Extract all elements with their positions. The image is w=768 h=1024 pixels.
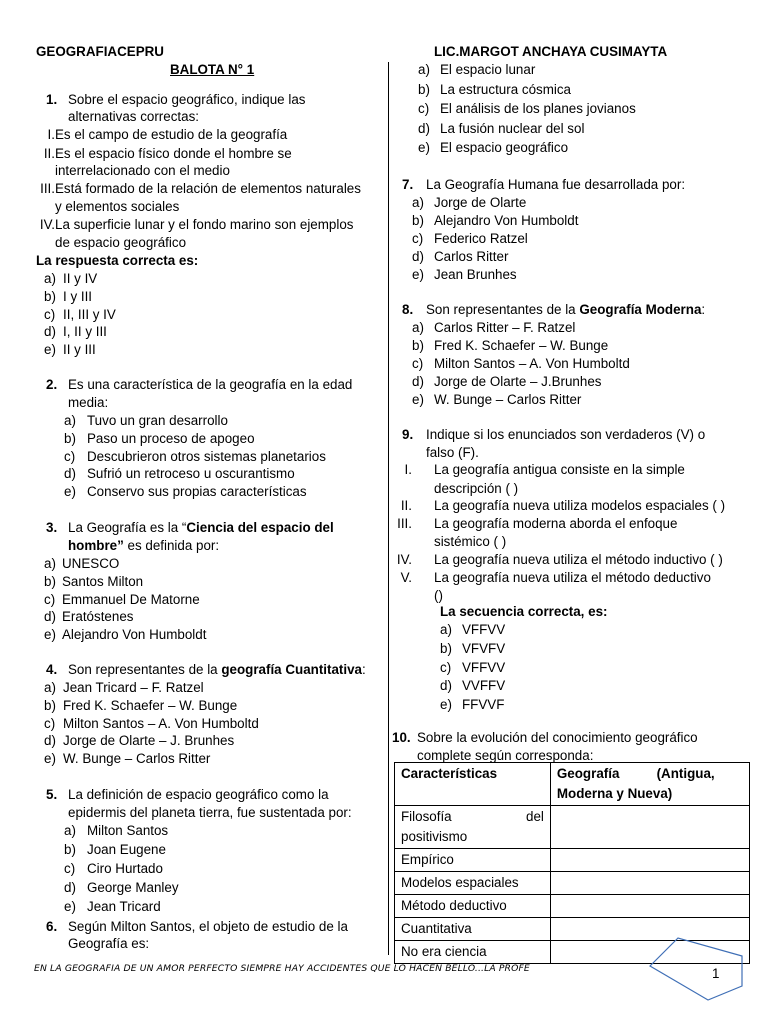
q5-option-text: George Manley — [87, 880, 179, 895]
table-cell-characteristic — [395, 806, 551, 849]
table-cell-characteristic: Cuantitativa — [395, 918, 551, 941]
table-cell-answer[interactable] — [550, 895, 749, 918]
q8-option-text: Fred K. Schaefer – W. Bunge — [434, 338, 609, 353]
q1-statement: Es el campo de estudio de la geografía — [55, 127, 288, 142]
q4-option-text: Jorge de Olarte – J. Brunhes — [63, 733, 235, 749]
q1-option-text: II y IV — [63, 271, 98, 286]
page-title: BALOTA N° 1 — [170, 62, 255, 77]
q7-option-label: e) — [412, 267, 424, 282]
q5-number: 5. — [46, 787, 58, 802]
q1-answer-label: La respuesta correcta es: — [36, 253, 199, 268]
q4-option-label: a) — [44, 680, 56, 695]
q4-text-pre: Son representantes de la — [68, 662, 222, 677]
q1-text: Sobre el espacio geográfico, indique las — [68, 92, 306, 107]
q2-option-text: Tuvo un gran desarrollo — [87, 413, 228, 428]
q9-option-label: a) — [440, 622, 452, 637]
q8-option-label: d) — [412, 374, 424, 389]
q8-text-bold: Geografía Moderna — [579, 302, 702, 317]
page-number: 1 — [712, 966, 720, 981]
table-header-geography-line2: Moderna y Nueva) — [556, 786, 673, 801]
table-row — [395, 872, 750, 895]
q7-text: La Geografía Humana fue desarrollada por: — [426, 177, 686, 192]
q5-option-label: b) — [64, 842, 76, 857]
q6-option-text: La fusión nuclear del sol — [440, 120, 585, 136]
q3-option-label: e) — [44, 627, 56, 643]
q2-option-label: d) — [64, 466, 76, 482]
q8-option-text: W. Bunge – Carlos Ritter — [434, 392, 582, 407]
q9-option-text: VFVFV — [462, 640, 506, 656]
q9-statement: sistémico ( ) — [434, 534, 507, 549]
q9-statement-numeral: III. — [397, 516, 412, 531]
table-cell-answer[interactable] — [550, 872, 749, 895]
table-row — [395, 806, 750, 849]
table-cell-characteristic: Empírico — [395, 849, 551, 872]
q8-option-text: Carlos Ritter – F. Ratzel — [434, 320, 576, 335]
q1-option-text: I y III — [63, 288, 93, 304]
q2-option-label: b) — [64, 430, 76, 446]
q9-option-label: d) — [440, 678, 452, 694]
q6-option-label: d) — [418, 120, 430, 136]
q1-option-label: b) — [44, 288, 56, 304]
q5-option-label: d) — [64, 880, 76, 895]
q9-statement: La geografía nueva utiliza el método deductivo — [434, 570, 711, 585]
q10-table — [394, 762, 750, 964]
q4-number: 4. — [46, 662, 58, 677]
q1-statement: La superficie lunar y el fondo marino son ejemplos — [55, 217, 354, 232]
q9-option-text: VFFVV — [462, 622, 506, 637]
q9-statement-numeral: V. — [400, 570, 412, 585]
q5-option-text: Joan Eugene — [87, 842, 166, 857]
q8-text-pre: Son representantes de la — [426, 302, 580, 317]
table-cell-text-cont: positivismo — [401, 829, 468, 844]
q6-text: Según Milton Santos, el objeto de estudio de la — [68, 919, 348, 934]
q5-option-label: c) — [64, 861, 76, 876]
header-left: GEOGRAFIACEPRU — [36, 44, 164, 59]
q4-text-post: : — [362, 662, 366, 677]
q5-option-text: Milton Santos — [87, 823, 169, 838]
q7-option-label: a) — [412, 195, 424, 210]
table-cell-characteristic: Método deductivo — [395, 895, 551, 918]
q2-option-text: Descubrieron otros sistemas planetarios — [87, 448, 326, 464]
table-row — [395, 895, 750, 918]
q6-option-text: El espacio lunar — [440, 62, 536, 77]
q9-option-text: FFVVF — [462, 697, 505, 713]
table-cell-characteristic: Modelos espaciales — [395, 872, 551, 895]
q7-option-text: Jorge de Olarte — [434, 195, 527, 210]
q9-text: Indique si los enunciados son verdaderos (V) o — [426, 427, 706, 442]
q10-text: Sobre la evolución del conocimiento geográfico — [417, 730, 698, 745]
q3-text-bold2: hombre” — [68, 538, 124, 553]
q1-statement: y elementos sociales — [55, 199, 180, 214]
table-cell-answer[interactable] — [550, 849, 749, 872]
q1-option-label: e) — [44, 342, 56, 358]
q9-statement-numeral: IV. — [396, 552, 412, 567]
q6-option-text: El análisis de los planes jovianos — [440, 101, 636, 116]
q6-option-text: La estructura cósmica — [440, 81, 571, 97]
q1-option-label: c) — [44, 306, 56, 322]
q6-number: 6. — [46, 919, 58, 934]
q9-statement: La geografía nueva utiliza modelos espaciales ( ) — [434, 498, 726, 513]
q1-option-text: II y III — [63, 342, 96, 358]
q1-statement-numeral: III. — [40, 181, 55, 196]
q9-statement-numeral: II. — [400, 498, 412, 513]
q6-option-text: El espacio geográfico — [440, 140, 569, 155]
q2-number: 2. — [46, 377, 58, 392]
q3-text-cont — [68, 538, 219, 553]
q5-option-label: a) — [64, 823, 76, 838]
q7-option-label: c) — [412, 231, 424, 246]
q3-number: 3. — [46, 520, 58, 535]
q7-option-label: b) — [412, 213, 424, 228]
q3-option-label: d) — [44, 609, 56, 625]
q10-text-cont: complete según corresponda: — [417, 748, 594, 763]
q1-statement-numeral: IV. — [39, 217, 55, 232]
q6-text-cont: Geografía es: — [68, 936, 150, 951]
q2-text-cont: media: — [68, 395, 109, 410]
q1-option-text: I, II y III — [63, 324, 107, 340]
q9-option-label: b) — [440, 640, 452, 656]
table-header-row — [395, 763, 750, 806]
q1-statement: Está formado de la relación de elementos naturales — [55, 181, 361, 196]
q9-number: 9. — [402, 427, 414, 442]
table-cell-characteristic: No era ciencia — [395, 941, 551, 964]
q4-option-text: Milton Santos – A. Von Humboltd — [63, 715, 259, 731]
q7-option-text: Jean Brunhes — [434, 267, 517, 282]
q8-option-text: Jorge de Olarte – J.Brunhes — [434, 374, 602, 389]
q8-option-label: a) — [412, 320, 424, 335]
table-row — [395, 849, 750, 872]
q3-text-bold: Ciencia del espacio del — [186, 520, 334, 535]
q4-option-text: Jean Tricard – F. Ratzel — [63, 680, 204, 695]
q9-statement: La geografía nueva utiliza el método inductivo ( ) — [434, 552, 723, 567]
q6-option-label: e) — [418, 140, 430, 155]
q5-option-text: Ciro Hurtado — [87, 861, 163, 876]
table-header-geography — [550, 763, 749, 806]
q8-option-label: c) — [412, 356, 424, 371]
q9-text-cont: falso (F). — [426, 445, 479, 460]
table-header-characteristics: Características — [395, 763, 551, 806]
q5-option-text: Jean Tricard — [87, 899, 161, 914]
q1-text-cont: alternativas correctas: — [68, 109, 199, 124]
q5-text-cont: epidermis del planeta tierra, fue sustentada por: — [68, 805, 352, 820]
q7-option-text: Carlos Ritter — [434, 249, 509, 264]
q7-option-text: Federico Ratzel — [434, 231, 528, 246]
q8-option-label: e) — [412, 392, 424, 407]
q4-option-text: Fred K. Schaefer – W. Bunge — [63, 697, 238, 713]
q7-option-text: Alejandro Von Humboldt — [434, 213, 579, 228]
q6-option-label: c) — [418, 101, 430, 116]
table-cell-answer[interactable] — [550, 806, 749, 849]
q2-option-label: c) — [64, 448, 76, 464]
q7-number: 7. — [402, 177, 414, 192]
q4-option-label: d) — [44, 733, 56, 749]
q9-statement: La geografía moderna aborda el enfoque — [434, 516, 678, 531]
footer-quote: EN LA GEOGRAFIA DE UN AMOR PERFECTO SIEMPRE HAY ACCIDENTES QUE LO HACEN BELLO...LA PROFE — [34, 963, 530, 974]
q3-option-text: Alejandro Von Humboldt — [62, 627, 207, 643]
q9-statement: descripción ( ) — [434, 481, 519, 496]
q3-text-post: es definida por: — [123, 538, 220, 553]
q3-option-text: Eratóstenes — [62, 609, 134, 625]
q9-option-label: e) — [440, 697, 452, 713]
q5-text: La definición de espacio geográfico como la — [68, 787, 329, 802]
q3-option-text: Santos Milton — [62, 573, 144, 589]
q10-number: 10. — [392, 730, 411, 745]
q3-text — [68, 520, 334, 535]
q1-statement: de espacio geográfico — [55, 235, 187, 250]
table-cell-text: Filosofía del — [401, 809, 544, 824]
q9-option-text: VVFFV — [462, 678, 506, 694]
q4-text — [68, 662, 366, 677]
q4-text-bold: geografía Cuantitativa — [221, 662, 362, 677]
q2-option-text: Paso un proceso de apogeo — [87, 430, 255, 446]
q3-option-label: a) — [44, 556, 56, 571]
q6-option-label: a) — [418, 62, 430, 77]
q1-statement: Es el espacio físico donde el hombre se — [55, 146, 292, 161]
q8-text-post: : — [701, 302, 706, 317]
q1-number: 1. — [46, 92, 58, 107]
q8-option-text: Milton Santos – A. Von Humboltd — [434, 356, 630, 371]
q6-option-label: b) — [418, 81, 430, 97]
page-badge-icon — [648, 936, 744, 1002]
q7-option-label: d) — [412, 249, 424, 264]
q1-option-text: II, III y IV — [63, 306, 116, 322]
q9-statement: () — [434, 588, 443, 603]
q4-option-label: c) — [44, 715, 56, 731]
q3-option-label: b) — [44, 573, 56, 589]
q8-number: 8. — [402, 302, 414, 317]
q3-option-text: Emmanuel De Matorne — [62, 591, 200, 607]
q3-option-text: UNESCO — [62, 556, 120, 571]
q9-statement-numeral: I. — [404, 462, 412, 477]
column-divider — [388, 62, 389, 955]
q9-answer-label: La secuencia correcta, es: — [440, 604, 608, 619]
q4-option-label: e) — [44, 751, 56, 767]
q3-text-pre: La Geografía es la “ — [68, 520, 187, 535]
q9-option-text: VFFVV — [462, 659, 506, 675]
q8-text — [426, 302, 705, 317]
table-header-geography-line1: Geografía (Antigua, — [556, 766, 715, 781]
q4-option-text: W. Bunge – Carlos Ritter — [63, 751, 211, 767]
header-right: LIC.MARGOT ANCHAYA CUSIMAYTA — [434, 44, 668, 59]
q1-statement-numeral: I. — [47, 127, 55, 142]
q1-statement: interrelacionado con el medio — [55, 163, 230, 178]
q8-option-label: b) — [412, 338, 424, 353]
q2-text: Es una característica de la geografía en la edad — [68, 377, 353, 392]
q1-option-label: d) — [44, 324, 56, 340]
q1-option-label: a) — [44, 271, 56, 286]
q4-option-label: b) — [44, 697, 56, 713]
q2-option-label: e) — [64, 484, 76, 500]
q3-option-label: c) — [44, 591, 56, 607]
q5-option-label: e) — [64, 899, 76, 914]
q9-statement: La geografía antigua consiste en la simple — [434, 462, 685, 477]
q1-statement-numeral: II. — [43, 146, 55, 161]
q2-option-label: a) — [64, 413, 76, 428]
q2-option-text: Conservo sus propias características — [87, 484, 307, 500]
q9-option-label: c) — [440, 659, 452, 675]
q2-option-text: Sufrió un retroceso u oscurantismo — [87, 466, 295, 482]
